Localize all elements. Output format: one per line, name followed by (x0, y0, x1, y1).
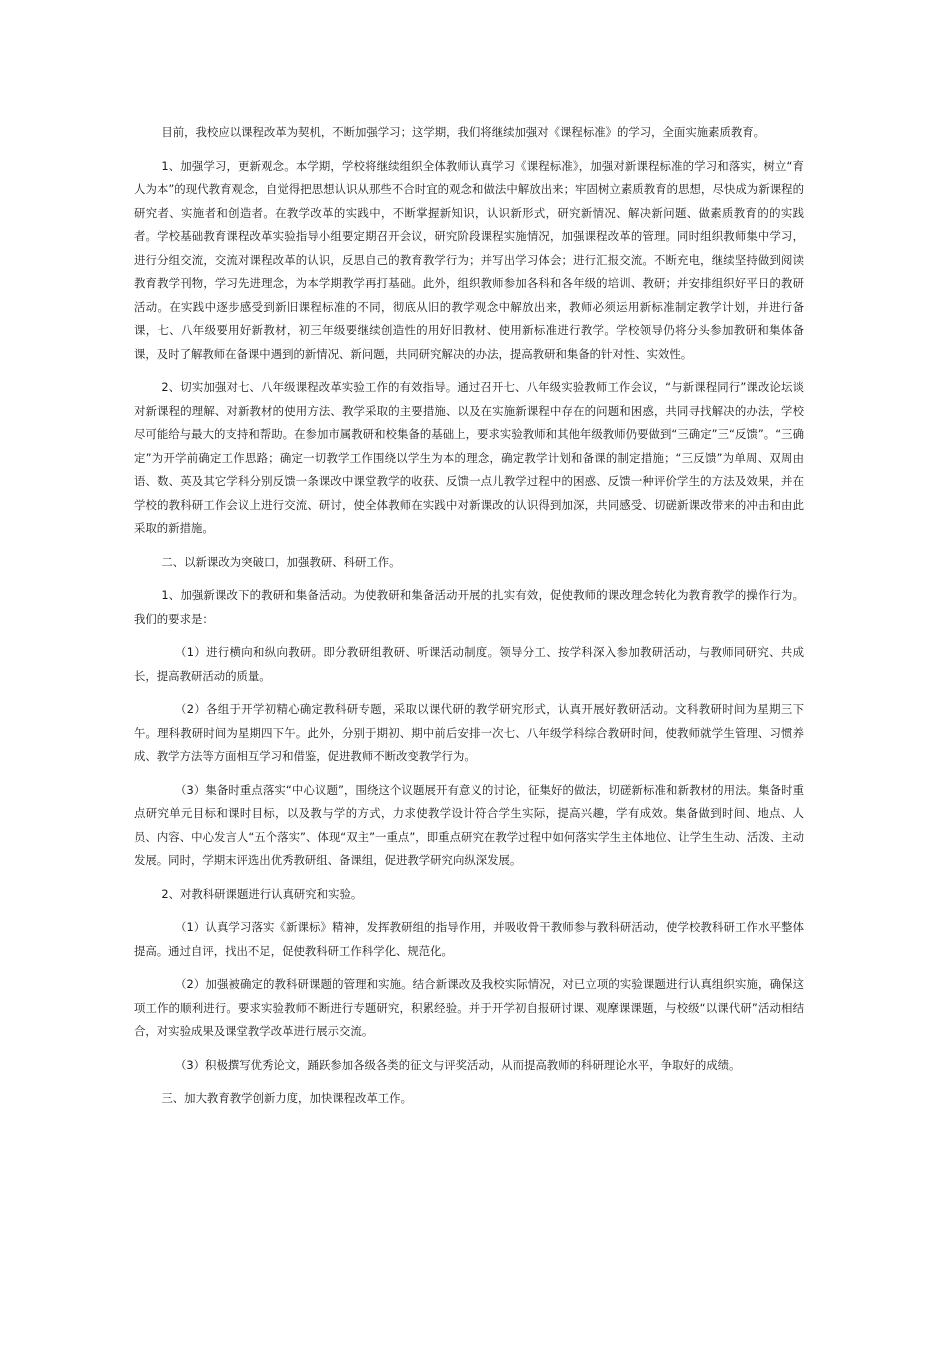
paragraph-study: 1、加强学习，更新观念。本学期，学校将继续组织全体教师认真学习《课程标准》，加强对新课程标准的学习和落实，树立“育人为本”的现代教育观念，自觉得把思想认识从那些不合时宜的观念和做法中解放出来；牢固树立素质教育的思想，尽快成为新课程的研究者、实施者和创造者。在教学改革的实践中，不断掌握新知识，认识新形式，研究新情况、解决新问题、做素质教育的的实践者。学校基础教育课程改革实验指导小组要定期召开会议，研究阶段课程实施情况，加强课程改革的管理。同时组织教师集中学习，进行分组交流，交流对课程改革的认识，反思自己的教育教学行为；并写出学习体会；进行汇报交流。不断充电，继续坚持做到阅读教育教学刊物，学习先进理念，为本学期教学再打基础。此外，组织教师参加各科和各年级的培训、教研；并安排组织好平日的教研活动。在实践中逐步感受到新旧课程标准的不同，彻底从旧的教学观念中解放出来，教师必须运用新标准制定教学计划，并进行备课，七、八年级要用好新教材，初三年级要继续创造性的用好旧教材、使用新标准进行教学。学校领导仍将分头参加教研和集体备课，及时了解教师在备课中遇到的新情况、新问题，共同研究解决的办法，提高教研和集备的针对性、实效性。 (134, 158, 804, 361)
document-body (134, 121, 804, 1121)
section-heading-3: 三、加大教育教学创新力度，加快课程改革工作。 (161, 1091, 412, 1105)
paragraph-guidance: 2、切实加强对七、八年级课程改革实验工作的有效指导。通过召开七、八年级实验教师工作会议，“与新课程同行”课改论坛谈对新课程的理解、对新教材的使用方法、教学采取的主要措施、以及在实施新课程中存在的问题和困惑，共同寻找解决的办法，学校尽可能给与最大的支持和帮助。在参加市属教研和校集备的基础上，要求实验教师和其他年级教师仍要做到“三确定”三“反馈”。“三确定”为开学前确定工作思路；确定一切教学工作围绕以学生为本的理念，确定教学计划和备课的制定措施；“三反馈”为单周、双周由语、数、英及其它学科分别反馈一条课改中课堂教学的收获、反馈一点儿教学过程中的困惑、反馈一种评价学生的方法及效果，并在学校的教科研工作会议上进行交流、研讨，使全体教师在实践中对新课改的认识得到加深，共同感受、切磋新课改带来的冲击和由此采取的新措施。 (134, 380, 804, 535)
list-item-4: （1）认真学习落实《新课标》精神，发挥教研组的指导作用，并吸收骨干教师参与教科研活动，使学校教科研工作水平整体提高。通过自评，找出不足，促使教科研工作科学化、规范化。 (134, 920, 804, 958)
list-item-5: （2）加强被确定的教科研课题的管理和实施。结合新课改及我校实际情况，对已立项的实验课题进行认真组织实施，确保这项工作的顺利进行。要求实验教师不断进行专题研究，积累经验。并于开学初自报研讨课、观摩课课题，与校级“以课代研”活动相结合，对实验成果及课堂教学改革进行展示交流。 (134, 977, 804, 1038)
list-item-6: （3）积极撰写优秀论文，踊跃参加各级各类的征文与评奖活动，从而提高教师的科研理论水平，争取好的成绩。 (175, 1057, 741, 1072)
paragraph-research-topics: 2、对教科研课题进行认真研究和实验。 (161, 886, 363, 901)
paragraph-intro: 目前，我校应以课程改革为契机，不断加强学习；这学期，我们将继续加强对《课程标准》的学习，全面实施素质教育。 (161, 125, 766, 139)
section-heading-2: 二、以新课改为突破口，加强教研、科研工作。 (161, 554, 401, 569)
list-item-3: （3）集备时重点落实“中心议题”，围绕这个议题展开有意义的讨论，征集好的做法，切磋新标准和新教材的用法。集备时重点研究单元目标和课时目标，以及教与学的方式，力求使教学设计符合学生实际，提高兴趣，学有成效。集备做到时间、地点、人员、内容、中心发言人“五个落实”、体现“双主”一重点”，即重点研究在教学过程中如何落实学生主体地位、让学生生动、活泼、主动发展。同时，学期末评选出优秀教研组、备课组，促进教学研究向纵深发展。 (134, 782, 804, 867)
list-item-1: （1）进行横向和纵向教研。即分教研组教研、听课活动制度。领导分工、按学科深入参加教研活动，与教师同研究、共成长，提高教研活动的质量。 (134, 645, 804, 683)
list-item-2: （2）各组于开学初精心确定教科研专题，采取以课代研的教学研究形式，认真开展好教研活动。文科教研时间为星期三下午。理科教研时间为星期四下午。此外，分别于期初、期中前后安排一次七、八年级学科综合教研时间，使教师就学生管理、习惯养成、教学方法等方面相互学习和借鉴，促进教师不断改变教学行为。 (134, 702, 804, 763)
paragraph-research-activities: 1、加强新课改下的教研和集备活动。为使教研和集备活动开展的扎实有效，促使教师的课改理念转化为教育教学的操作行为。我们的要求是： (134, 588, 804, 626)
